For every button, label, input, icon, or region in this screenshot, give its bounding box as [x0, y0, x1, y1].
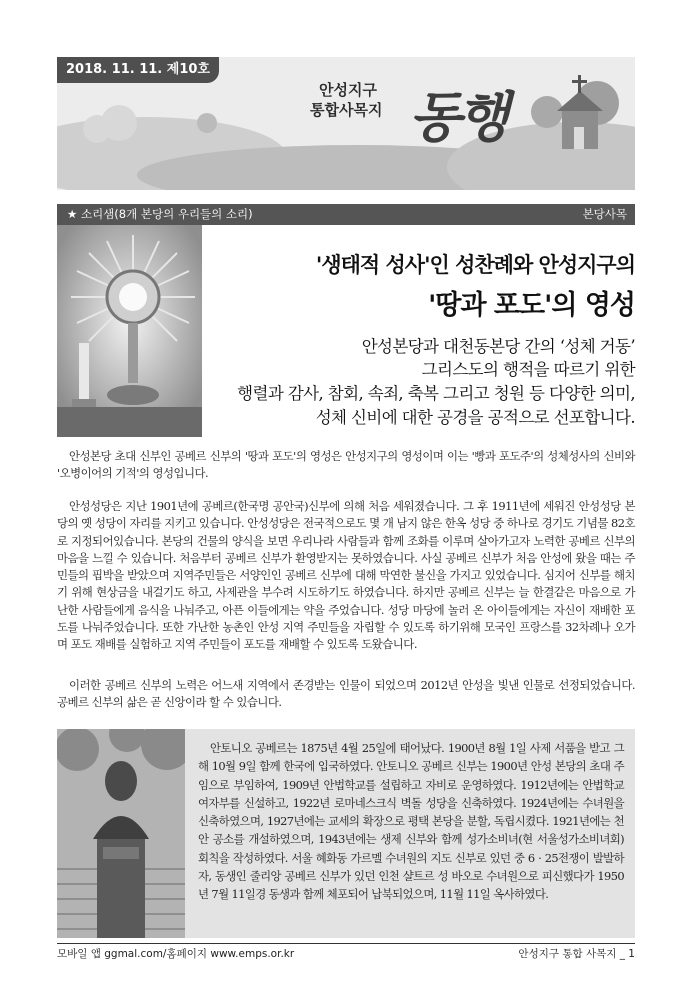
section-label: ★ 소리샘(8개 본당의 우리들의 소리) — [67, 207, 253, 221]
body-paragraph-intro: 안성본당 초대 신부인 공베르 신부의 '땅과 포도'의 영성은 안성지구의 영성이며 이는 '빵과 포도주'의 성체성사의 신비와 '오병이어의 기적'의 영성입니다. — [57, 449, 635, 481]
footer-page-label: 안성지구 통합 사목지 _ 1 — [518, 948, 635, 960]
lead-line: 행렬과 감사, 참회, 속죄, 축복 그리고 청원 등 다양한 의미, — [237, 384, 635, 403]
lead-line: 성체 신비에 대한 공경을 공적으로 선포합니다. — [315, 408, 635, 427]
section-category: 본당사목 — [582, 207, 627, 221]
publication-area: 안성지구 — [319, 81, 377, 99]
lead-line: 그리스도의 행적을 따르기 위한 — [421, 360, 635, 379]
headline-line2: '땅과 포도'의 영성 — [428, 290, 635, 321]
biography-box — [57, 729, 635, 938]
monstrance-photo — [57, 225, 202, 437]
footer-divider — [57, 943, 635, 944]
bust-photo — [57, 729, 185, 938]
body-paragraph-legacy: 이러한 공베르 신부의 노력은 어느새 지역에서 존경받는 인물이 되었으며 2012년 안성을 빛낸 인물로 선정되었습니다. 공베르 신부의 삶은 곧 신앙이라 할 수 있습니다. — [57, 678, 635, 710]
monstrance-image — [57, 225, 202, 437]
lead-line: 안성본당과 대천동본당 간의 ‘성체 거동’ — [361, 337, 635, 356]
masthead-banner — [57, 57, 635, 190]
headline-line1: '생태적 성사'인 성찬례와 안성지구의 — [315, 253, 635, 277]
publication-title: 동행 — [409, 85, 506, 149]
biography-text: 안토니오 공베르는 1875년 4월 25일에 태어났다. 1900년 8월 1일 사제 서품을 받고 그 해 10월 9일 함께 한국에 입국하였다. 안토니오 공베르 신부는 1900년 안성 본당의 초대 주임으로 부임하여, 1909년 안법학교를 설립하고 자비로 운영하였다. 1912년에는 안법학교 여자부를 신설하고, 1922년 로마네스크식 벽돌 성당을 신축하였다. 1924년에는 수녀원을 신축하였으며, 1927년에는 교세의 확장으로 평택 본당을 분할, 독립시켰다. 1921년에는 천안 공소를 개설하였으며, 1943년에는 생제 신부와 함께 성가소비녀(현 서울성가소비녀회) 회칙을 작성하였다. 서울 혜화동 가르멜 수녀원의 지도 신부로 있던 중 6 · 25전쟁이 발발하자, 동생인 줄리앙 공베르 신부가 있던 인천 샬트르 성 바오로 수녀원으로 피신했다가 1950년 7월 11일경 동생과 함께 체포되어 납북되었으며, 11월 11일 옥사하였다. — [198, 741, 624, 902]
body-paragraph-history: 안성성당은 지난 1901년에 공베르(한국명 공안국)신부에 의해 처음 세워졌습니다. 그 후 1911년에 세워진 안성성당 본당의 옛 성당이 자리를 지키고 있습니다. 안성성당은 전국적으로도 몇 개 남지 않은 한옥 성당 중 하나로 경기도 기념물 82호로 지정되어있습니다. 본당의 건물의 양식을 보면 우리나라 사람들과 함께 조화를 이루며 살아가고자 노력한 공베르 신부의 마음을 느낄 수 있습니다. 처음부터 공베르 신부가 환영받지는 못하였습니다. 사실 공베르 신부가 처음 안성에 왔을 때는 주민들의 핍박을 받았으며 지역주민들은 서양인인 공베르 신부에 대해 막연한 불신을 가지고 있었습니다. 심지어 신부를 해치기 위해 현상금을 내걸기도 하고, 사제관을 부수려 시도하기도 하였습니다. 하지만 공베르 신부는 늘 한결같은 마음으로 가난한 사람들에게 음식을 나눠주고, 아픈 이들에게는 약을 주었습니다. 성당 마당에 놀러 온 아이들에게는 자신이 재배한 포도를 나눠주었습니다. 또한 가난한 농촌인 안성 지역 주민들을 자립할 수 있도록 하기위해 모국인 프랑스를 32차례나 오가며 포도 재배를 실험하고 지역 주민들이 포도를 재배할 수 있도록 도왔습니다. — [57, 499, 635, 652]
section-header — [57, 204, 635, 225]
bust-statue-image — [57, 729, 185, 938]
issue-date: 2018. 11. 11. 제10호 — [57, 57, 219, 83]
publication-type: 통합사목지 — [310, 101, 383, 119]
footer-contact: 모바일 앱 ggmal.com/홈페이지 www.emps.or.kr — [57, 948, 295, 960]
